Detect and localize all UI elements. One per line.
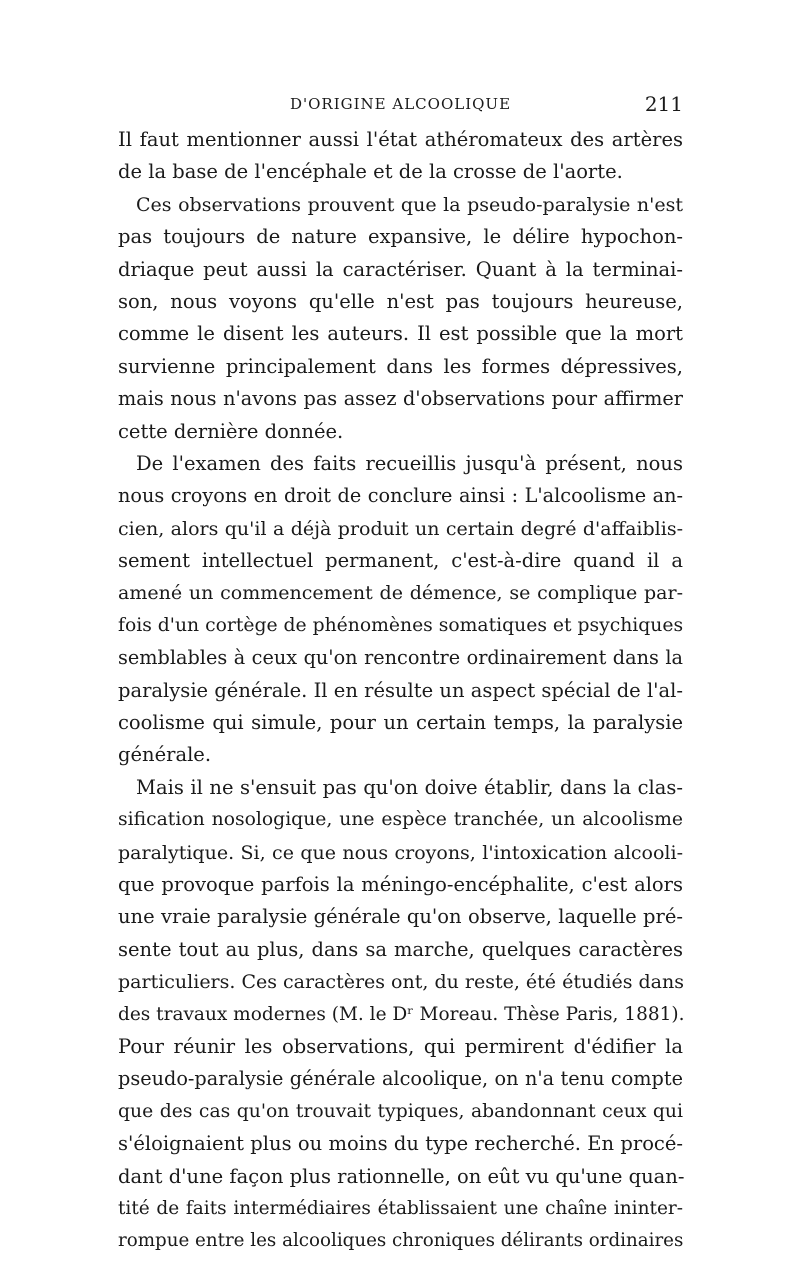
text-line: rompue entre les alcooliques chroniques délirants ordinaires: [118, 1230, 684, 1252]
text-line: que des cas qu'on trouvait typiques, abandonnant ceux qui: [118, 1100, 683, 1122]
text-line: fois d'un cortège de phénomènes somatiques et psychiques: [118, 614, 684, 636]
text-line: De l'examen des faits recueillis jusqu'à présent, nous: [136, 451, 683, 475]
running-title: D'ORIGINE ALCOOLIQUE: [289, 95, 512, 113]
text-line: particuliers. Ces caractères ont, du reste, été étudiés dans: [118, 971, 684, 994]
text-line: une vraie paralysie générale qu'on observe, laquelle pré-: [118, 905, 683, 929]
text-line: dant d'une façon plus rationnelle, on eût vu qu'une quan-: [118, 1164, 685, 1188]
text-line: son, nous voyons qu'elle n'est pas toujours heureuse,: [118, 289, 683, 313]
text-line: de la base de l'encéphale et de la crosse de l'aorte.: [118, 160, 623, 184]
text-line: mais nous n'avons pas assez d'observations pour affirmer: [118, 387, 683, 411]
text-line: générale.: [118, 743, 212, 767]
text-line: paralytique. Si, ce que nous croyons, l'intoxication alcooli-: [118, 841, 683, 864]
text-line: cien, alors qu'il a déjà produit un certain degré d'affaiblis-: [118, 517, 683, 540]
text-line: sification nosologique, une espèce tranchée, un alcoolisme: [118, 809, 683, 831]
text-line: driaque peut aussi la caractériser. Quant à la terminai-: [118, 257, 683, 281]
text-line: nous croyons en droit de conclure ainsi : L'alcoolisme an-: [118, 484, 683, 508]
text-line: semblables à ceux qu'on rencontre ordinairement dans la: [118, 646, 683, 670]
text-line: s'éloignaient plus ou moins du type recherché. En procé-: [118, 1132, 683, 1156]
text-line: tité de faits intermédiaires établissaient une chaîne ininter-: [118, 1197, 683, 1219]
running-head: [118, 92, 683, 119]
text-line: amené un commencement de démence, se complique par-: [118, 582, 683, 605]
text-line: des travaux modernes (M. le Dʳ Moreau. Thèse Paris, 1881).: [118, 1003, 685, 1025]
text-line: Pour réunir les observations, qui permirent d'édifier la: [118, 1034, 683, 1058]
text-line: pseudo-paralysie générale alcoolique, on n'a tenu compte: [118, 1067, 683, 1091]
text-line: Mais il ne s'ensuit pas qu'on doive établir, dans la clas-: [136, 775, 683, 799]
body-text: [118, 124, 683, 1258]
page-number: 211: [644, 92, 683, 116]
text-line: coolisme qui simule, pour un certain temps, la paralysie: [118, 711, 683, 735]
text-line: pas toujours de nature expansive, le délire hypochon-: [118, 225, 683, 249]
text-line: sente tout au plus, dans sa marche, quelques caractères: [118, 937, 683, 961]
text-line: que provoque parfois la méningo-encéphalite, c'est alors: [118, 872, 683, 896]
text-line: paralysie générale. Il en résulte un aspect spécial de l'al-: [118, 678, 683, 702]
text-line: Ces observations prouvent que la pseudo-paralysie n'est: [136, 193, 683, 216]
text-line: comme le disent les auteurs. Il est possible que la mort: [118, 322, 683, 346]
text-line: Il faut mentionner aussi l'état athéromateux des artères: [118, 128, 683, 151]
text-line: survienne principalement dans les formes dépressives,: [118, 354, 683, 378]
text-line: sement intellectuel permanent, c'est-à-dire quand il a: [118, 549, 683, 573]
text-line: cette dernière donnée.: [118, 419, 344, 443]
